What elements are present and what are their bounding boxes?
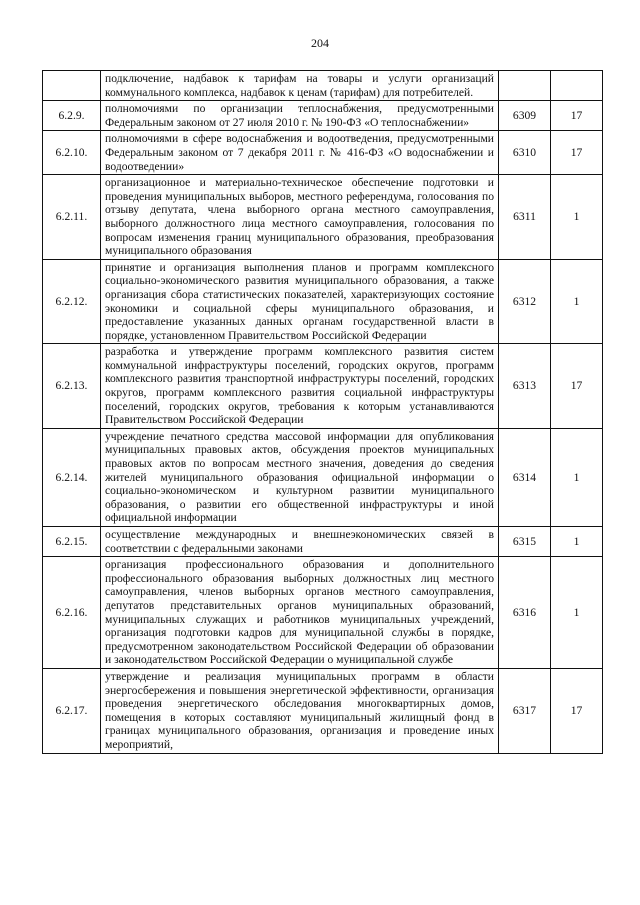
row-value: 17 (551, 101, 603, 131)
row-value (551, 71, 603, 101)
row-text: принятие и организация выполнения планов и программ комплексного социально-экономического развития муниципального образования, а также организация сбора статистических показателей, характеризующих состояние экономики и социальной сферы муниципального образования, и предоставление указанных данных органам государственной власти в порядке, установленном Правительством Российской Федерации (101, 259, 499, 344)
row-text: организационное и материально-техническое обеспечение подготовки и проведения муниципальных выборов, местного референдума, голосования по отзыву депутата, члена выборного органа местного самоуправления, выборного должностного лица местного самоуправления, голосования по вопросам изменения границ муниципального образования, преобразования муниципального образования (101, 175, 499, 260)
row-value: 1 (551, 527, 603, 557)
row-code: 6317 (499, 668, 551, 753)
row-value: 17 (551, 344, 603, 429)
row-text: учреждение печатного средства массовой информации для опубликования муниципальных правовых актов, обсуждения проектов муниципальных правовых актов по вопросам местного значения, доведения до сведения жителей муниципального образования официальной информации о социально-экономическом и культурном развитии муниципального образования, о развитии его общественной инфраструктуры и иной официальной информации (101, 428, 499, 526)
page-number: 204 (311, 36, 329, 50)
row-text: осуществление международных и внешнеэкономических связей в соответствии с федеральными законами (101, 527, 499, 557)
table-row (43, 527, 603, 557)
row-number (43, 71, 101, 101)
table-row (43, 428, 603, 526)
table-row (43, 668, 603, 753)
table-row (43, 131, 603, 175)
row-text: полномочиями в сфере водоснабжения и водоотведения, предусмотренными Федеральным законом от 7 декабря 2011 г. № 416-ФЗ «О водоснабжении и водоотведении» (101, 131, 499, 175)
row-number: 6.2.16. (43, 557, 101, 669)
table-row (43, 101, 603, 131)
row-text: разработка и утверждение программ комплексного развития систем коммунальной инфраструктуры поселений, городских округов, программ комплексного развития транспортной инфраструктуры поселений, городских округов, программ комплексного развития социальной инфраструктуры поселений, городских округов, требования к которым устанавливаются Правительством Российской Федерации (101, 344, 499, 429)
table-row (43, 71, 603, 101)
row-number: 6.2.13. (43, 344, 101, 429)
row-value: 17 (551, 131, 603, 175)
row-code: 6315 (499, 527, 551, 557)
row-code: 6311 (499, 175, 551, 260)
row-code: 6310 (499, 131, 551, 175)
row-code: 6314 (499, 428, 551, 526)
row-code: 6316 (499, 557, 551, 669)
row-text: подключение, надбавок к тарифам на товары и услуги организаций коммунального комплекса, надбавок к ценам (тарифам) для потребителей. (101, 71, 499, 101)
row-value: 1 (551, 557, 603, 669)
table-row (43, 175, 603, 260)
row-number: 6.2.14. (43, 428, 101, 526)
table-row (43, 557, 603, 669)
row-number: 6.2.9. (43, 101, 101, 131)
row-number: 6.2.11. (43, 175, 101, 260)
row-number: 6.2.12. (43, 259, 101, 344)
row-number: 6.2.10. (43, 131, 101, 175)
row-number: 6.2.17. (43, 668, 101, 753)
row-number: 6.2.15. (43, 527, 101, 557)
row-text: организация профессионального образования и дополнительного профессионального образования выборных должностных лиц местного самоуправления, членов выборных органов местного самоуправления, депутатов представительных органов муниципальных образований, муниципальных служащих и работников муниципальных учреждений, организация подготовки кадров для муниципальной службы в порядке, предусмотренном законодательством Российской Федерации об образовании и законодательством Российской Федерации о муниципальной службе (101, 557, 499, 669)
row-text: утверждение и реализация муниципальных программ в области энергосбережения и повышения энергетической эффективности, организация проведения энергетического обследования многоквартирных домов, помещения в которых составляют муниципальный жилищный фонд в границах муниципального образования, организация и проведение иных мероприятий, (101, 668, 499, 753)
row-value: 1 (551, 428, 603, 526)
table-row (43, 344, 603, 429)
row-value: 1 (551, 259, 603, 344)
row-code: 6312 (499, 259, 551, 344)
table-row (43, 259, 603, 344)
row-code (499, 71, 551, 101)
row-code: 6313 (499, 344, 551, 429)
row-value: 17 (551, 668, 603, 753)
row-value: 1 (551, 175, 603, 260)
row-code: 6309 (499, 101, 551, 131)
document-table (42, 70, 603, 754)
row-text: полномочиями по организации теплоснабжения, предусмотренными Федеральным законом от 27 июля 2010 г. № 190-ФЗ «О теплоснабжении» (101, 101, 499, 131)
